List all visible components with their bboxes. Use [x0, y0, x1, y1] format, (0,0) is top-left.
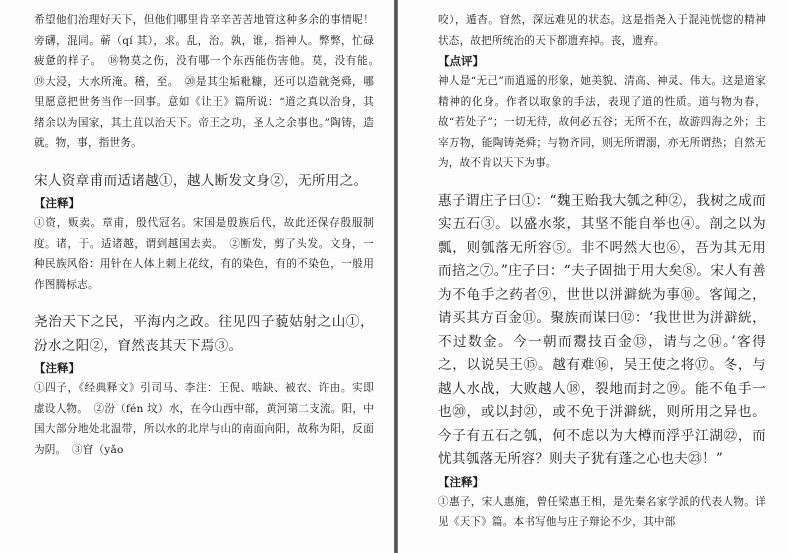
classic-text-paragraph: 宋人资章甫而适诸越①，越人断发文身②，无所用之。 — [34, 172, 368, 189]
annotation-heading: 【注释】 — [438, 474, 484, 489]
spacer — [34, 295, 374, 311]
left-page — [0, 0, 394, 553]
spacer — [438, 174, 766, 190]
commentary-heading: 【点评】 — [438, 54, 484, 68]
classic-text-paragraph: 尧治天下之民，平海内之政。往见四子藐姑射之山①，汾水之阳②，窅然丧其天下焉③。 — [34, 314, 374, 354]
note-block-continued: 希望他们治理好天下，但他们哪里肯辛辛苦苦地管这种多余的事情呢！旁礴，混同。蕲（qí 其），求。乱，治。孰，谁，指神人。弊弊，忙碌疲惫的样子。 ⑱物莫之伤，没有哪一个东西能伤害他。莫，没有能。 ⑲大浸，大水所淹。稽，至。 ⑳是其尘垢粃糠，还可以造就尧舜，哪里愿意把世务当作一回事。意如《让王》篇所说：“道之真以治身，其绪余以为国家，其土苴以治天下。帝王之功，圣人之余事也。”陶铸，造就。物，事，指世务。 — [34, 14, 385, 149]
annotation-notes: ①资，贩卖。章甫，殷代冠名。宋国是殷族后代，故此还保存殷服制度。诸，于。适诸越，谓到越国去卖。 ②断发，剪了头发。文身，一种民族风俗：用针在人体上刺上花纹，有的染色，有的不染色，一般用作图腾标志。 — [34, 217, 374, 291]
spacer — [34, 154, 374, 170]
right-page — [398, 0, 790, 553]
annotation-notes: ①四子，《经典释文》引司马、李注：王倪、啮缺、被衣、许由。实即虚设人物。 ②汾（fén 坟）水，在今山西中部，黄河第二支流。阳，中国大部分地处北温带，所以水的北岸与山的南面向阳，故称为阳，反面为阴。 ③窅（yǎo — [34, 382, 374, 456]
note-block-continued: 咬），遁杳。窅然，深远难见的状态。这是指尧入于混沌恍惚的精神状态，故把所统治的天下都遗弃掉。丧，遗弃。 — [438, 14, 766, 47]
annotation-heading: 【注释】 — [34, 196, 80, 210]
annotation-heading: 【注释】 — [34, 361, 80, 375]
commentary-text: 神人是“无己”而逍遥的形象，她美貌、清高、神灵、伟大。这是道家精神的化身。作者以取象的手法，表现了道的性质。道与物为春，故“若处子”；一切无待，故何必五谷；无所不在，故游四海之外；主宰万物，能陶铸尧舜；与物齐同，则无所谓溺，亦无所谓热；自然无为，故不肯以天下为事。 — [438, 75, 766, 169]
classic-text-paragraph: 惠子谓庄子曰①：“魏王贻我大瓠之种②，我树之成而实五石③。以盛水浆，其坚不能自举也④。剖之以为瓢，则瓠落无所容⑤。非不呺然大也⑥，吾为其无用而掊之⑦。”庄子曰：“夫子固拙于用大矣⑧。宋人有善为不龟手之药者⑨，世世以洴澼絖为事⑩。客闻之，请买其方百金⑪。聚族而谋曰⑫：‘我世世为洴澼絖，不过数金。今一朝而鬻技百金⑬，请与之⑭。’客得之，以说吴王⑮。越有难⑯，吴王使之将⑰。冬，与越人水战，大败越人⑱，裂地而封之⑲。能不龟手一也⑳，或以封㉑，或不免于洴澼絖，则所用之异也。今子有五石之瓠，何不虑以为大樽而浮乎江湖㉒，而忧其瓠落无所容？则夫子犹有蓬之心也夫㉓！” — [438, 192, 766, 467]
annotation-notes: ①惠子，宋人惠施，曾任梁惠王相，是先秦名家学派的代表人物。详见《天下》篇。本书写他与庄子辩论不少，其中部 — [438, 495, 766, 528]
